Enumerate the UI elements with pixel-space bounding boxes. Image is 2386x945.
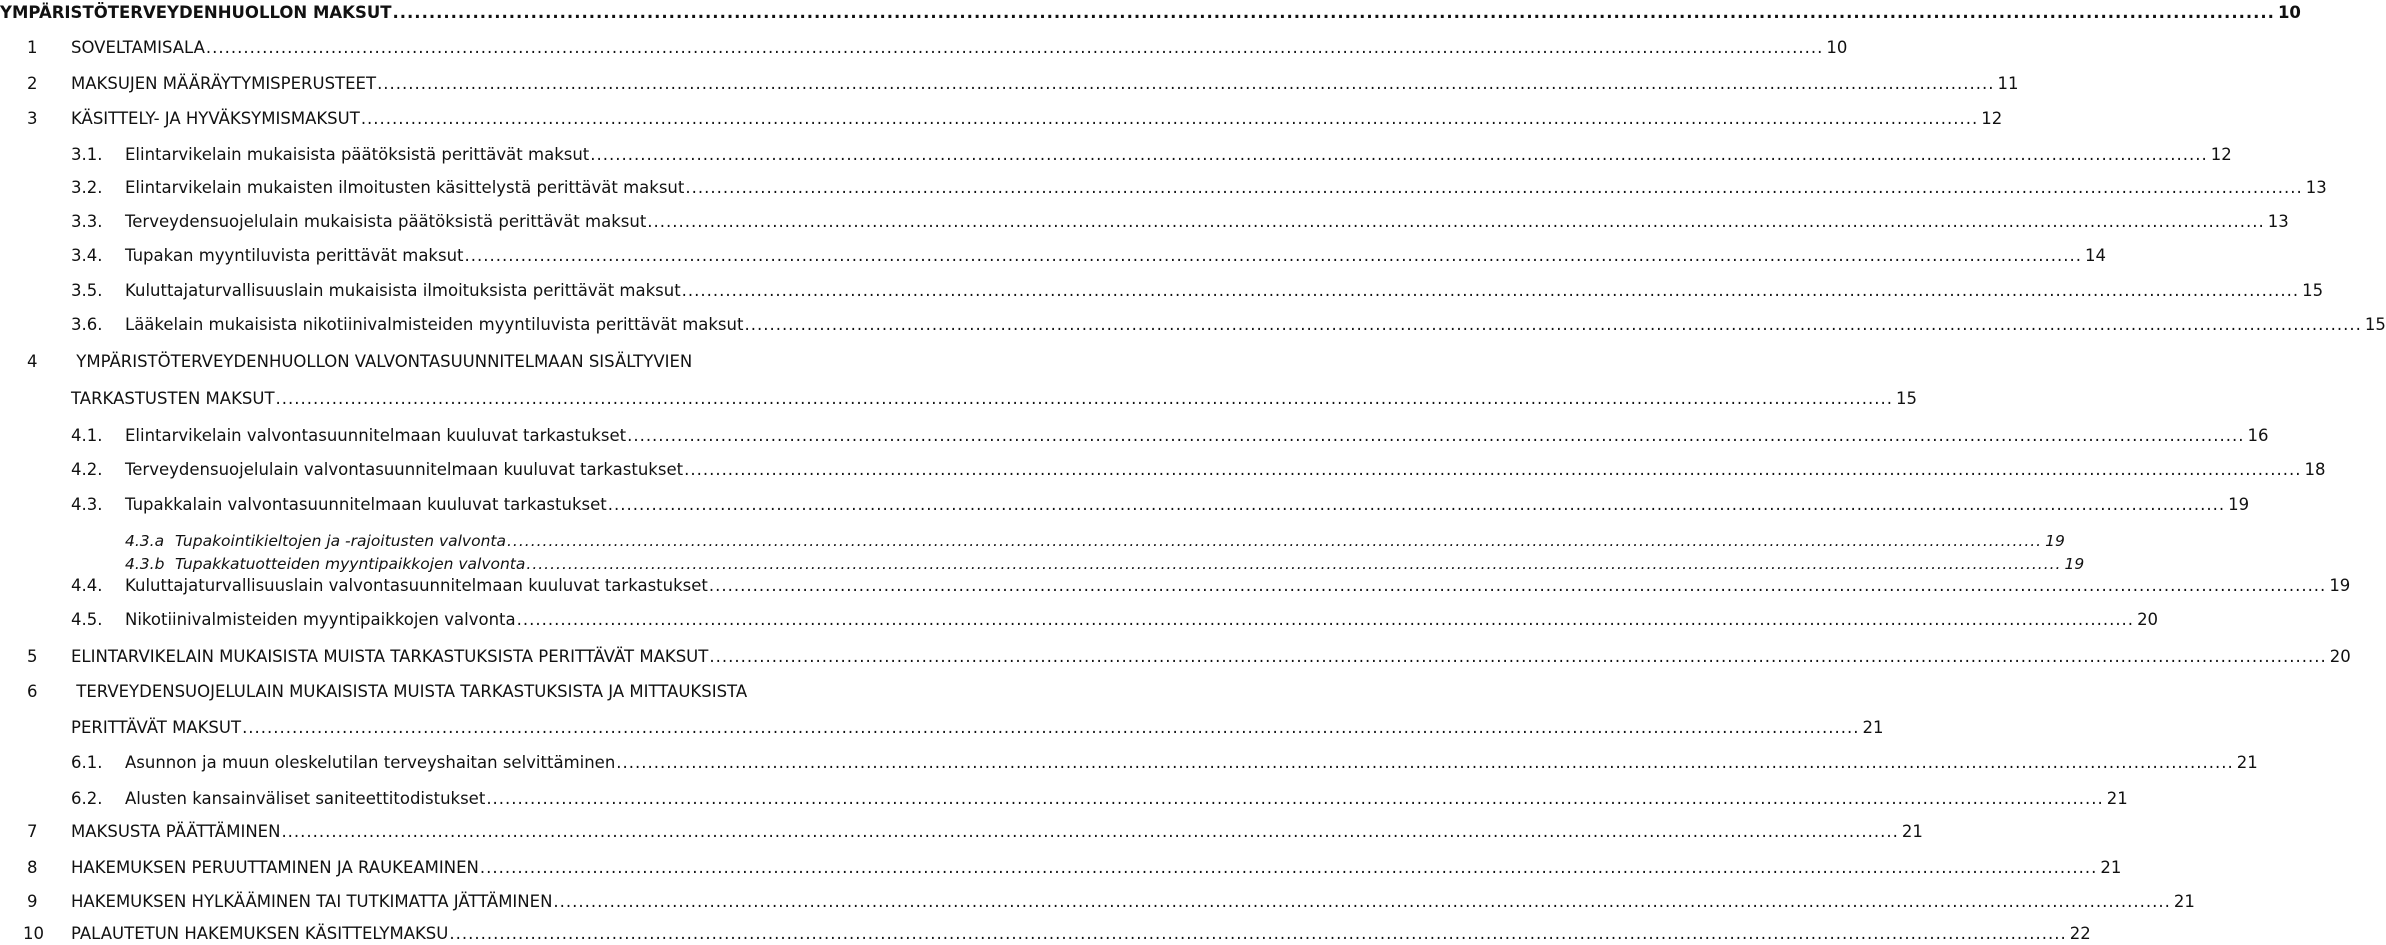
toc-entry-number: 6.2. bbox=[71, 789, 103, 808]
toc-entry-number: 1 bbox=[27, 38, 38, 57]
dot-leader bbox=[685, 177, 2302, 199]
dot-leader bbox=[647, 211, 2264, 233]
toc-entry-title: Lääkelain mukaisista nikotiinivalmisteiden myyntiluvista perittävät maksut bbox=[125, 315, 744, 334]
dot-leader bbox=[242, 717, 1859, 739]
toc-entry-number: 4 bbox=[27, 352, 38, 371]
toc-entry[interactable] bbox=[27, 821, 1923, 843]
toc-entry-page: 21 bbox=[2236, 753, 2258, 772]
dot-leader bbox=[465, 245, 2082, 267]
toc-entry-page: 11 bbox=[1997, 74, 2019, 93]
toc-entry-title: Nikotiinivalmisteiden myyntipaikkojen valvonta bbox=[125, 610, 516, 629]
toc-entry-title: MAKSUSTA PÄÄTTÄMINEN bbox=[71, 822, 281, 841]
toc-entry-number: 3.2. bbox=[71, 178, 103, 197]
toc-entry-title: Tupakkalain valvontasuunnitelmaan kuuluvat tarkastukset bbox=[125, 495, 607, 514]
toc-entry-page: 19 bbox=[2064, 555, 2085, 573]
toc-entry-title: Tupakkatuotteiden myyntipaikkojen valvonta bbox=[175, 555, 526, 573]
toc-header-page: 10 bbox=[2277, 3, 2301, 22]
toc-entry-number: 3.5. bbox=[71, 281, 103, 300]
toc-entry-page: 12 bbox=[2210, 145, 2232, 164]
toc-entry[interactable] bbox=[71, 717, 1884, 739]
toc-entry-title-continuation: TARKASTUSTEN MAKSUT bbox=[71, 389, 275, 408]
toc-entry-number: 4.3. bbox=[71, 495, 103, 514]
toc-entry-number: 6.1. bbox=[71, 753, 103, 772]
toc-entry-page: 20 bbox=[2137, 610, 2159, 629]
dot-leader bbox=[709, 646, 2326, 668]
dot-leader bbox=[682, 280, 2299, 302]
toc-entry-number: 5 bbox=[27, 647, 38, 666]
dot-leader bbox=[590, 144, 2207, 166]
toc-entry-page: 15 bbox=[2364, 315, 2386, 334]
toc-entry[interactable] bbox=[71, 575, 2351, 597]
toc-entry-number: 9 bbox=[27, 892, 38, 911]
toc-entry[interactable] bbox=[71, 280, 2324, 302]
toc-entry-number: 3.4. bbox=[71, 246, 103, 265]
toc-entry[interactable] bbox=[23, 923, 2091, 945]
dot-leader bbox=[526, 553, 2061, 575]
toc-entry-title: Asunnon ja muun oleskelutilan terveyshaitan selvittäminen bbox=[125, 753, 616, 772]
dot-leader bbox=[517, 609, 2134, 631]
toc-entry-first-line[interactable] bbox=[27, 351, 692, 373]
toc-entry-title: Kuluttajaturvallisuuslain mukaisista ilmoituksista perittävät maksut bbox=[125, 281, 681, 300]
toc-entry-page: 22 bbox=[2069, 924, 2091, 943]
toc-entry-number: 3.3. bbox=[71, 212, 103, 231]
toc-entry[interactable] bbox=[71, 494, 2250, 516]
toc-entry[interactable] bbox=[71, 459, 2326, 481]
toc-entry-page: 14 bbox=[2084, 246, 2106, 265]
dot-leader bbox=[281, 821, 1898, 843]
toc-entry-number: 7 bbox=[27, 822, 38, 841]
toc-entry-page: 21 bbox=[1901, 822, 1923, 841]
toc-entry-number: 4.5. bbox=[71, 610, 103, 629]
toc-entry[interactable] bbox=[27, 108, 2003, 130]
dot-leader bbox=[361, 108, 1978, 130]
toc-entry-page: 20 bbox=[2329, 647, 2351, 666]
dot-leader bbox=[684, 459, 2301, 481]
toc-entry-page: 16 bbox=[2247, 426, 2269, 445]
toc-entry-title: HAKEMUKSEN PERUUTTAMINEN JA RAUKEAMINEN bbox=[71, 858, 479, 877]
toc-entry-page: 21 bbox=[2173, 892, 2195, 911]
toc-entry-number: 4.3.b bbox=[125, 555, 165, 573]
dot-leader bbox=[507, 530, 2042, 552]
toc-entry-number: 4.2. bbox=[71, 460, 103, 479]
toc-entry-title: YMPÄRISTÖTERVEYDENHUOLLON VALVONTASUUNNITELMAAN SISÄLTYVIEN bbox=[76, 352, 693, 371]
toc-entry-number: 3.1. bbox=[71, 145, 103, 164]
toc-header[interactable] bbox=[0, 2, 2301, 24]
toc-entry-page: 19 bbox=[2329, 576, 2351, 595]
toc-entry[interactable] bbox=[71, 245, 2106, 267]
toc-entry[interactable] bbox=[71, 388, 1917, 410]
toc-entry-page: 21 bbox=[2100, 858, 2122, 877]
toc-entry[interactable] bbox=[27, 891, 2195, 913]
dot-leader bbox=[393, 2, 2275, 24]
toc-entry[interactable] bbox=[125, 530, 2065, 552]
toc-entry-page: 12 bbox=[1981, 109, 2003, 128]
toc-entry-title-continuation: PERITTÄVÄT MAKSUT bbox=[71, 718, 242, 737]
toc-entry-title: Tupakan myyntiluvista perittävät maksut bbox=[125, 246, 464, 265]
toc-entry-page: 15 bbox=[1895, 389, 1917, 408]
toc-entry-page: 13 bbox=[2267, 212, 2289, 231]
toc-entry-first-line[interactable] bbox=[27, 681, 747, 703]
toc-entry-number: 3 bbox=[27, 109, 38, 128]
toc-entry[interactable] bbox=[71, 211, 2289, 233]
toc-header-title: YMPÄRISTÖTERVEYDENHUOLLON MAKSUT bbox=[0, 3, 392, 22]
toc-entry-title: Terveydensuojelulain valvontasuunnitelmaan kuuluvat tarkastukset bbox=[125, 460, 684, 479]
toc-entry-title: ELINTARVIKELAIN MUKAISISTA MUISTA TARKASTUKSISTA PERITTÄVÄT MAKSUT bbox=[71, 647, 709, 666]
toc-entry[interactable] bbox=[71, 177, 2327, 199]
toc-entry-title: Elintarvikelain valvontasuunnitelmaan kuuluvat tarkastukset bbox=[125, 426, 627, 445]
toc-entry-page: 15 bbox=[2302, 281, 2324, 300]
toc-entry-title: PALAUTETUN HAKEMUKSEN KÄSITTELYMAKSU bbox=[71, 924, 449, 943]
dot-leader bbox=[449, 923, 2066, 945]
toc-entry-number: 6 bbox=[27, 682, 38, 701]
toc-entry-page: 21 bbox=[1862, 718, 1884, 737]
dot-leader bbox=[553, 891, 2170, 913]
toc-entry[interactable] bbox=[71, 314, 2386, 336]
dot-leader bbox=[480, 857, 2097, 879]
toc-entry[interactable] bbox=[27, 73, 2019, 95]
toc-entry-page: 19 bbox=[2045, 532, 2065, 550]
toc-entry-page: 18 bbox=[2304, 460, 2326, 479]
dot-leader bbox=[627, 425, 2244, 447]
toc-entry-number: 4.1. bbox=[71, 426, 103, 445]
dot-leader bbox=[206, 37, 1823, 59]
toc-entry-title: HAKEMUKSEN HYLKÄÄMINEN TAI TUTKIMATTA JÄTTÄMINEN bbox=[71, 892, 553, 911]
toc-entry-page: 10 bbox=[1826, 38, 1848, 57]
toc-entry-number: 3.6. bbox=[71, 315, 103, 334]
toc-entry-page: 19 bbox=[2228, 495, 2250, 514]
toc-entry[interactable] bbox=[27, 37, 1848, 59]
toc-entry-number: 10 bbox=[23, 924, 44, 943]
dot-leader bbox=[616, 752, 2233, 774]
toc-entry-title: SOVELTAMISALA bbox=[71, 38, 205, 57]
toc-entry[interactable] bbox=[71, 788, 2128, 810]
toc-entry-page: 13 bbox=[2305, 178, 2327, 197]
toc-entry-number: 8 bbox=[27, 858, 38, 877]
dot-leader bbox=[744, 314, 2361, 336]
toc-entry-page: 21 bbox=[2106, 789, 2128, 808]
toc-entry[interactable] bbox=[71, 752, 2258, 774]
dot-leader bbox=[377, 73, 1994, 95]
toc-entry-title: TERVEYDENSUOJELULAIN MUKAISISTA MUISTA TARKASTUKSISTA JA MITTAUKSISTA bbox=[76, 682, 748, 701]
dot-leader bbox=[709, 575, 2326, 597]
toc-entry[interactable] bbox=[71, 425, 2269, 447]
toc-entry-number: 4.4. bbox=[71, 576, 103, 595]
toc-entry-title: Kuluttajaturvallisuuslain valvontasuunnitelmaan kuuluvat tarkastukset bbox=[125, 576, 708, 595]
toc-entry-title: Alusten kansainväliset saniteettitodistukset bbox=[125, 789, 486, 808]
toc-entry-title: Elintarvikelain mukaisista päätöksistä perittävät maksut bbox=[125, 145, 590, 164]
dot-leader bbox=[276, 388, 1893, 410]
toc-entry-title: Tupakointikieltojen ja -rajoitusten valvonta bbox=[175, 532, 506, 550]
toc-entry[interactable] bbox=[71, 609, 2159, 631]
toc-entry-title: Elintarvikelain mukaisten ilmoitusten käsittelystä perittävät maksut bbox=[125, 178, 685, 197]
toc-entry[interactable] bbox=[71, 144, 2232, 166]
toc-entry-number: 2 bbox=[27, 74, 38, 93]
dot-leader bbox=[608, 494, 2225, 516]
toc-entry-title: MAKSUJEN MÄÄRÄYTYMISPERUSTEET bbox=[71, 74, 377, 93]
toc-entry[interactable] bbox=[27, 857, 2122, 879]
toc-entry-number: 4.3.a bbox=[125, 532, 165, 550]
toc-entry[interactable] bbox=[125, 553, 2085, 575]
toc-entry-title: Terveydensuojelulain mukaisista päätöksistä perittävät maksut bbox=[125, 212, 647, 231]
toc-entry[interactable] bbox=[27, 646, 2351, 668]
toc-entry-title: KÄSITTELY- JA HYVÄKSYMISMAKSUT bbox=[71, 109, 360, 128]
dot-leader bbox=[486, 788, 2103, 810]
